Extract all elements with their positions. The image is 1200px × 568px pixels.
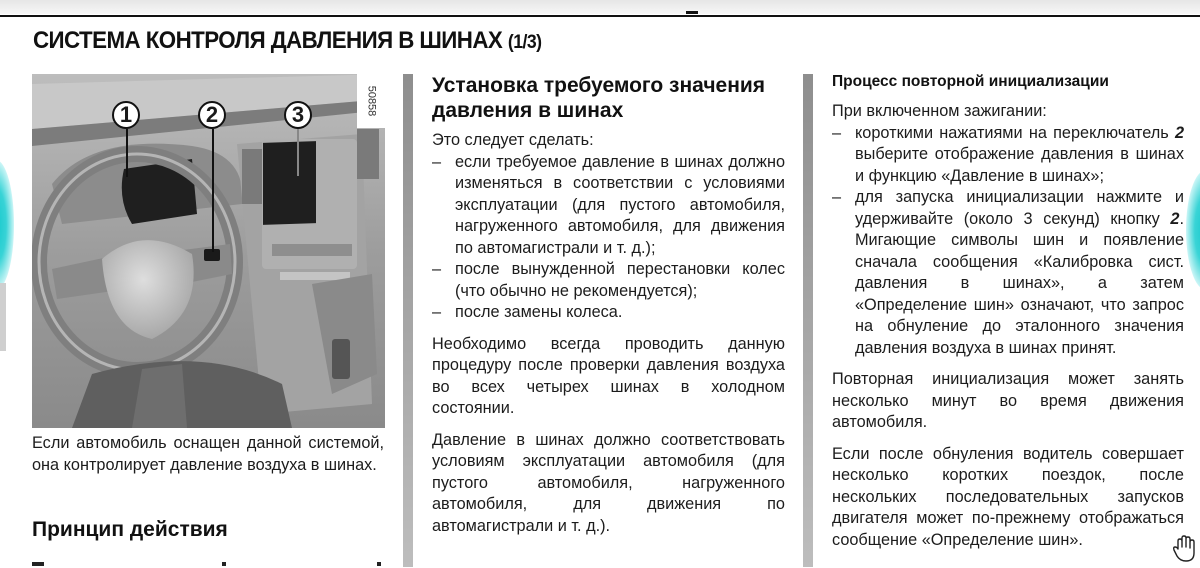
callout-1: 1	[112, 101, 140, 129]
page-marker	[686, 11, 698, 14]
paragraph: Необходимо всегда проводить данную процедуру после проверки давления воздуха во всех четырех шинах в холодном состоянии.	[432, 334, 785, 417]
lead-text: При включенном зажигании:	[832, 102, 1047, 120]
column-divider-2	[803, 74, 813, 567]
callout-3: 3	[284, 101, 312, 129]
paragraph: Если после обнуления водитель совершает несколько коротких поездок, после нескольких последовательных запусков двигателя может по-прежнему отображаться сообщение «Определение шин».	[832, 444, 1184, 549]
section-heading-set-pressure: Установка требуемого значения давления в шинах	[432, 74, 766, 122]
paragraph: Повторная инициализация может занять несколько минут во время движения автомобиля.	[832, 370, 1184, 431]
next-page-edge-glow[interactable]	[1186, 170, 1200, 290]
list-item: – для запуска инициализации нажмите и удерживайте (около 3 секунд) кнопку 2. Мигающие символы шин и появление сначала сообщения «Калибровка сист. давления в шинах», а затем «Определение шин» означают, что запрос на обнуление до эталонного значения давления воздуха в шинах принят.	[832, 188, 1184, 357]
section-heading-principle: Принцип действия	[32, 518, 228, 541]
cut-off-text-line	[32, 562, 384, 567]
page-title-text: СИСТЕМА КОНТРОЛЯ ДАВЛЕНИЯ В ШИНАХ	[33, 27, 503, 54]
paragraph: Давление в шинах должно соответствовать условиям эксплуатации автомобиля (для пустого автомобиля, нагруженного автомобиля, для движения по автомагистрали и т. д.).	[432, 430, 785, 535]
page-title	[33, 27, 541, 55]
list-item: – после вынужденной перестановки колес (что обычно не рекомендуется);	[432, 260, 785, 300]
list-item: – если требуемое давление в шинах должно изменяться в соответствии с условиями эксплуатации (для пустого автомобиля, нагруженного автомобиля, для движения по автомагистрали и т. д.);	[432, 152, 785, 257]
section-heading-reinit: Процесс повторной инициализации	[832, 73, 1109, 90]
viewer-top-bar	[0, 0, 1200, 14]
page-part: (1/3)	[507, 32, 542, 53]
list-item: – после замены колеса.	[432, 303, 623, 321]
hand-cursor-icon	[1172, 535, 1198, 563]
right-column	[832, 72, 1184, 551]
ref-2: 2	[1170, 209, 1180, 228]
figure-reference-number: 50858	[357, 74, 385, 128]
middle-column	[432, 73, 785, 537]
header-rule	[0, 15, 1200, 17]
prev-page-edge-glow[interactable]	[0, 160, 14, 290]
lead-text: Это следует сделать:	[432, 131, 594, 149]
dashboard-illustration	[32, 74, 385, 428]
column-divider-1	[403, 74, 413, 567]
left-column	[32, 433, 384, 542]
intro-paragraph: Если автомобиль оснащен данной системой, она контролирует давление воздуха в шинах.	[32, 434, 384, 474]
callout-2: 2	[198, 101, 226, 129]
ref-2: 2	[1174, 123, 1184, 142]
list-item: – короткими нажатиями на переключатель 2 выберите отображение давления в шинах и функцию «Давление в шинах»;	[832, 123, 1184, 185]
side-tab	[0, 283, 6, 351]
